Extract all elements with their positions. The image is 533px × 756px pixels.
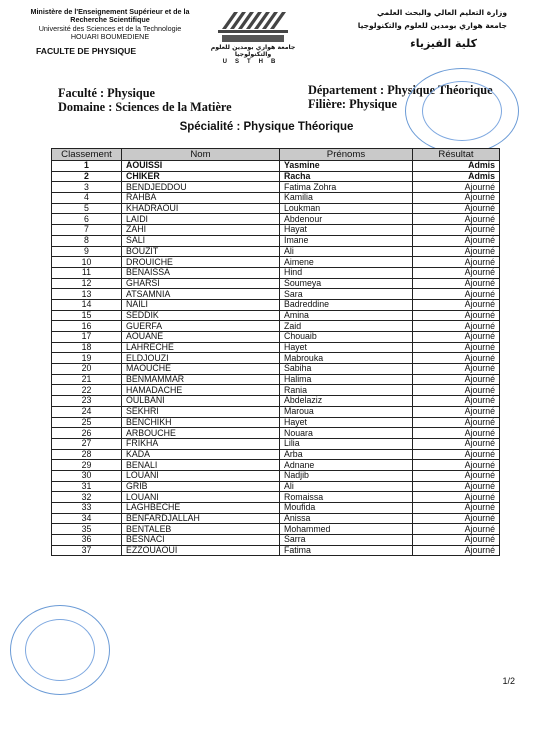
cell-resultat: Ajourné [413,417,500,428]
cell-resultat: Ajourné [413,342,500,353]
cell-resultat: Ajourné [413,396,500,407]
cell-resultat: Ajourné [413,449,500,460]
university-name: Université des Sciences et de la Technologie HOUARI BOUMEDIENE [38,24,182,41]
cell-prenoms: Arba [280,449,413,460]
header-resultat: Résultat [413,149,500,161]
cell-nom: ATSAMNIA [122,289,280,300]
table-row [52,342,500,353]
cell-prenoms: Loukman [280,203,413,214]
department-line: Département : Physique Théorique [308,83,493,97]
table-row [52,545,500,556]
specialty-title: Spécialité : Physique Théorique [179,121,354,133]
table-row [52,299,500,310]
logo-acronym: USTHB [222,59,284,65]
ministry-name-ar: وزارة التعليم العالي والبحث العلمي [376,8,507,17]
cell-resultat: Ajourné [413,257,500,268]
cell-classement: 18 [52,342,122,353]
cell-resultat: Ajourné [413,428,500,439]
cell-prenoms: Abdenour [280,214,413,225]
cell-classement: 30 [52,470,122,481]
header-right-block [307,8,507,50]
cell-prenoms: Halima [280,374,413,385]
cell-prenoms: Hayet [280,342,413,353]
cell-nom: MAOUCHE [122,364,280,375]
table-row [52,374,500,385]
cell-prenoms: Nouara [280,428,413,439]
cell-prenoms: Kamilia [280,193,413,204]
cell-nom: SEKHRI [122,406,280,417]
cell-classement: 4 [52,193,122,204]
cell-resultat: Ajourné [413,289,500,300]
cell-prenoms: Adnane [280,460,413,471]
cell-prenoms: Sabiha [280,364,413,375]
cell-nom: BENALI [122,460,280,471]
cell-classement: 12 [52,278,122,289]
cell-resultat: Ajourné [413,545,500,556]
cell-nom: GHARSI [122,278,280,289]
cell-resultat: Ajourné [413,481,500,492]
cell-prenoms: Hind [280,267,413,278]
cell-prenoms: Lilia [280,438,413,449]
logo-arabic-name: جامعة هواري بومدين للعلوم والتكنولوجيا [210,44,296,58]
table-row [52,214,500,225]
table-row [52,332,500,343]
cell-nom: LOUANI [122,470,280,481]
results-table [51,148,500,556]
cell-classement: 13 [52,289,122,300]
faculty-line: Faculté : Physique [58,86,156,100]
table-row [52,257,500,268]
cell-classement: 15 [52,310,122,321]
table-row [52,385,500,396]
header-prenoms: Prénoms [280,149,413,161]
cell-classement: 26 [52,428,122,439]
info-left [58,86,232,114]
cell-prenoms: Fatima Zohra [280,182,413,193]
cell-classement: 20 [52,364,122,375]
university-logo [210,10,296,70]
cell-resultat: Ajourné [413,225,500,236]
table-row [52,524,500,535]
cell-nom: DROUICHE [122,257,280,268]
faculty-name-ar: كلية الفيزياء [410,37,477,50]
cell-prenoms: Amina [280,310,413,321]
page-number: 1/2 [502,676,515,686]
table-row [52,225,500,236]
cell-resultat: Ajourné [413,503,500,514]
header-classement: Classement [52,149,122,161]
cell-nom: AOUISSI [122,161,280,172]
cell-nom: GUERFA [122,321,280,332]
cell-nom: ARBOUCHE [122,428,280,439]
cell-resultat: Ajourné [413,321,500,332]
table-row [52,321,500,332]
cell-resultat: Ajourné [413,182,500,193]
table-row [52,182,500,193]
cell-prenoms: Ali [280,246,413,257]
cell-prenoms: Mabrouka [280,353,413,364]
cell-prenoms: Sara [280,289,413,300]
cell-resultat: Ajourné [413,267,500,278]
header-nom: Nom [122,149,280,161]
cell-nom: BENFARDJALLAH [122,513,280,524]
cell-resultat: Ajourné [413,364,500,375]
cell-nom: LOUANI [122,492,280,503]
cell-classement: 31 [52,481,122,492]
cell-nom: NAILI [122,299,280,310]
cell-prenoms: Nadjib [280,470,413,481]
cell-nom: SEDDIK [122,310,280,321]
faculty-name: FACULTE DE PHYSIQUE [36,46,137,56]
cell-prenoms: Aimene [280,257,413,268]
cell-classement: 8 [52,235,122,246]
cell-classement: 22 [52,385,122,396]
cell-classement: 29 [52,460,122,471]
cell-prenoms: Rania [280,385,413,396]
cell-resultat: Ajourné [413,193,500,204]
cell-nom: BENCHIKH [122,417,280,428]
cell-prenoms: Racha [280,171,413,182]
cell-nom: BOUZIT [122,246,280,257]
cell-classement: 34 [52,513,122,524]
table-row [52,310,500,321]
table-row [52,417,500,428]
table-row [52,289,500,300]
cell-resultat: Ajourné [413,299,500,310]
cell-prenoms: Maroua [280,406,413,417]
table-row [52,246,500,257]
table-row [52,438,500,449]
cell-nom: BENDJEDDOU [122,182,280,193]
table-row [52,513,500,524]
table-row [52,406,500,417]
cell-classement: 10 [52,257,122,268]
cell-classement: 1 [52,161,122,172]
cell-prenoms: Yasmine [280,161,413,172]
table-row [52,193,500,204]
table-row [52,492,500,503]
university-name-ar: جامعة هواري بومدين للعلوم والتكنولوجيا [357,21,507,30]
cell-nom: EZZOUAOUI [122,545,280,556]
cell-classement: 33 [52,503,122,514]
cell-prenoms: Sarra [280,535,413,546]
table-row [52,470,500,481]
ministry-name: Ministère de l'Enseignement Supérieur et de la Recherche Scientifique [30,7,190,24]
cell-prenoms: Hayat [280,225,413,236]
cell-classement: 16 [52,321,122,332]
cell-resultat: Ajourné [413,203,500,214]
cell-resultat: Ajourné [413,470,500,481]
table-row [52,503,500,514]
cell-nom: LAGHBECHE [122,503,280,514]
cell-resultat: Ajourné [413,438,500,449]
cell-resultat: Ajourné [413,235,500,246]
table-row [52,460,500,471]
cell-nom: BENAISSA [122,267,280,278]
cell-classement: 11 [52,267,122,278]
cell-nom: HAMADACHE [122,385,280,396]
cell-nom: RAHBA [122,193,280,204]
cell-resultat: Admis [413,161,500,172]
cell-resultat: Ajourné [413,406,500,417]
table-row [52,396,500,407]
cell-classement: 9 [52,246,122,257]
cell-nom: ZAHI [122,225,280,236]
cell-prenoms: Romaissa [280,492,413,503]
cell-prenoms: Soumeya [280,278,413,289]
cell-resultat: Admis [413,171,500,182]
cell-classement: 17 [52,332,122,343]
table-row [52,203,500,214]
cell-nom: CHIKER [122,171,280,182]
cell-nom: LAIDI [122,214,280,225]
domain-line: Domaine : Sciences de la Matière [58,100,232,114]
table-row [52,278,500,289]
table-body [52,161,500,556]
cell-nom: BESNACI [122,535,280,546]
cell-classement: 24 [52,406,122,417]
cell-resultat: Ajourné [413,385,500,396]
cell-resultat: Ajourné [413,278,500,289]
cell-resultat: Ajourné [413,460,500,471]
cell-prenoms: Imane [280,235,413,246]
filiere-line: Filière: Physique [308,97,397,111]
cell-prenoms: Moufida [280,503,413,514]
header-left-block [30,8,190,56]
cell-prenoms: Zaid [280,321,413,332]
cell-classement: 5 [52,203,122,214]
cell-classement: 27 [52,438,122,449]
official-stamp-bottom [10,605,110,695]
cell-prenoms: Fatima [280,545,413,556]
official-stamp-top [405,68,519,154]
cell-resultat: Ajourné [413,492,500,503]
table-header-row [52,149,500,161]
cell-classement: 2 [52,171,122,182]
cell-classement: 28 [52,449,122,460]
cell-classement: 25 [52,417,122,428]
logo-mark-icon [216,10,290,44]
table-row [52,171,500,182]
table-row [52,481,500,492]
cell-classement: 14 [52,299,122,310]
cell-classement: 3 [52,182,122,193]
cell-classement: 23 [52,396,122,407]
cell-classement: 7 [52,225,122,236]
table-row [52,428,500,439]
cell-prenoms: Ali [280,481,413,492]
cell-nom: FRIKHA [122,438,280,449]
cell-resultat: Ajourné [413,332,500,343]
cell-nom: SALI [122,235,280,246]
cell-nom: OULBANI [122,396,280,407]
cell-prenoms: Chouaib [280,332,413,343]
cell-classement: 32 [52,492,122,503]
cell-prenoms: Badreddine [280,299,413,310]
cell-nom: ELDJOUZI [122,353,280,364]
cell-resultat: Ajourné [413,524,500,535]
cell-nom: KADA [122,449,280,460]
cell-resultat: Ajourné [413,246,500,257]
cell-prenoms: Abdelaziz [280,396,413,407]
cell-resultat: Ajourné [413,214,500,225]
cell-resultat: Ajourné [413,353,500,364]
cell-prenoms: Anissa [280,513,413,524]
cell-nom: BENMAMMAR [122,374,280,385]
table-row [52,267,500,278]
cell-classement: 21 [52,374,122,385]
cell-nom: GRIB [122,481,280,492]
table-row [52,235,500,246]
cell-prenoms: Mohammed [280,524,413,535]
table-row [52,364,500,375]
cell-nom: BENTALEB [122,524,280,535]
cell-resultat: Ajourné [413,310,500,321]
cell-nom: KHADRAOUI [122,203,280,214]
cell-classement: 37 [52,545,122,556]
cell-classement: 35 [52,524,122,535]
cell-nom: AOUANE [122,332,280,343]
table-row [52,535,500,546]
cell-classement: 19 [52,353,122,364]
table-row [52,161,500,172]
cell-resultat: Ajourné [413,374,500,385]
cell-nom: LAHRECHE [122,342,280,353]
cell-classement: 36 [52,535,122,546]
cell-prenoms: Hayet [280,417,413,428]
table-row [52,449,500,460]
table-row [52,353,500,364]
cell-classement: 6 [52,214,122,225]
cell-resultat: Ajourné [413,535,500,546]
cell-resultat: Ajourné [413,513,500,524]
